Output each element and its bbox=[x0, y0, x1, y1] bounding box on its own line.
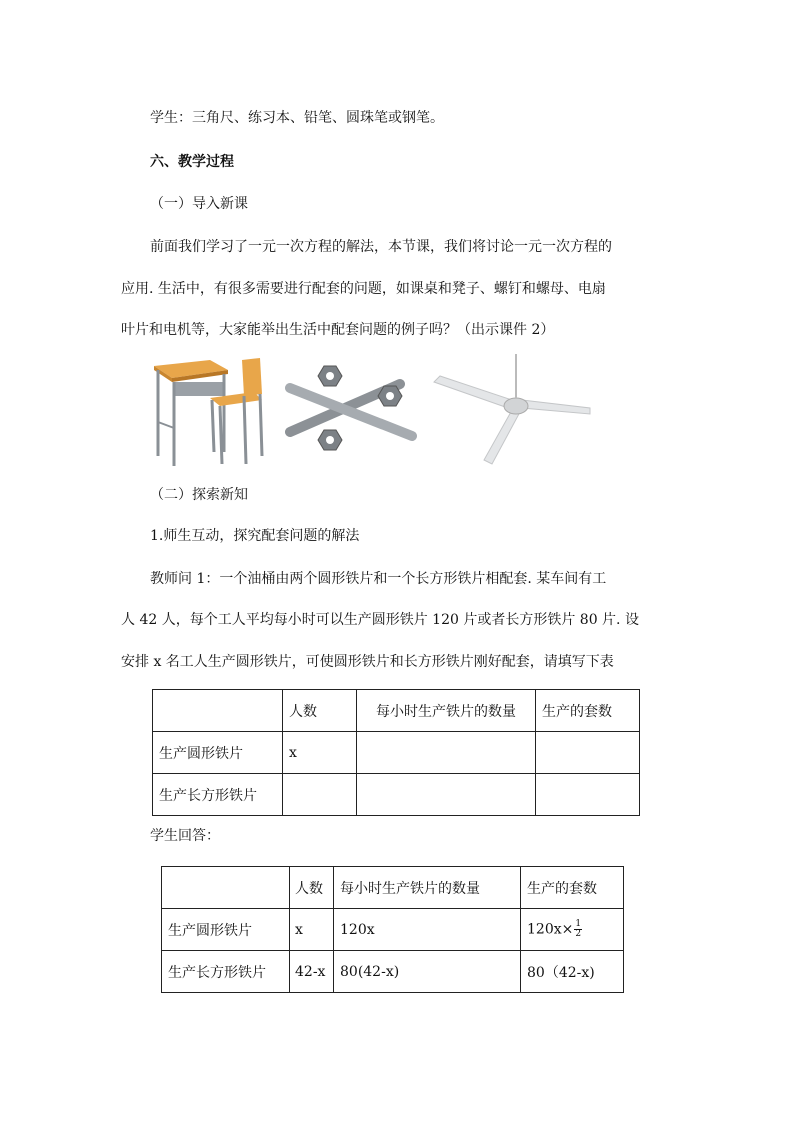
table-cell bbox=[283, 774, 357, 816]
ceiling-fan-image bbox=[434, 354, 590, 464]
paragraph-line: 叶片和电机等，大家能举出生活中配套问题的例子吗？（出示课件 2） bbox=[121, 322, 555, 338]
table-cell: 生产的套数 bbox=[521, 867, 624, 909]
table-cell: 生产长方形铁片 bbox=[162, 951, 290, 993]
table-cell: 生产圆形铁片 bbox=[153, 732, 283, 774]
desk-chair-image bbox=[154, 358, 262, 466]
subsection-explore: （二）探索新知 bbox=[150, 487, 248, 503]
table-cell-fraction bbox=[521, 909, 624, 951]
table-cell: 生产的套数 bbox=[536, 690, 640, 732]
table-cell: 每小时生产铁片的数量 bbox=[334, 867, 521, 909]
table-cell bbox=[162, 867, 290, 909]
table-cell: 80(42-x) bbox=[334, 951, 521, 993]
paragraph-line: 前面我们学习了一元一次方程的解法，本节课，我们将讨论一元一次方程的 bbox=[150, 239, 612, 255]
section-title-teaching-process: 六、教学过程 bbox=[150, 154, 234, 170]
table-cell: x bbox=[283, 732, 357, 774]
illustration-strip bbox=[150, 352, 610, 468]
table-cell: 每小时生产铁片的数量 bbox=[357, 690, 536, 732]
answer-table bbox=[161, 866, 624, 993]
subsection-intro: （一）导入新课 bbox=[150, 196, 248, 212]
table-cell bbox=[357, 732, 536, 774]
bolts-nuts-image bbox=[290, 366, 412, 450]
table-cell: 人数 bbox=[290, 867, 334, 909]
paragraph-line: 应用. 生活中，有很多需要进行配套的问题，如课桌和凳子、螺钉和螺母、电扇 bbox=[121, 281, 606, 297]
table-cell: 生产圆形铁片 bbox=[162, 909, 290, 951]
cell-text: 120x× bbox=[527, 921, 574, 938]
table-cell: 人数 bbox=[283, 690, 357, 732]
table-cell: x bbox=[290, 909, 334, 951]
table-cell bbox=[153, 690, 283, 732]
table-cell bbox=[536, 774, 640, 816]
question-line: 人 42 人，每个工人平均每小时可以生产圆形铁片 120 片或者长方形铁片 80 片. 设 bbox=[121, 612, 639, 628]
table-cell: 80（42-x) bbox=[521, 951, 624, 993]
table-cell: 生产长方形铁片 bbox=[153, 774, 283, 816]
fraction-numerator: 1 bbox=[575, 919, 582, 929]
fraction bbox=[574, 920, 582, 939]
table-cell bbox=[357, 774, 536, 816]
blank-table bbox=[152, 689, 640, 816]
student-answer-label: 学生回答： bbox=[150, 828, 220, 844]
item-heading: 1.师生互动，探究配套问题的解法 bbox=[150, 528, 360, 544]
students-materials: 学生：三角尺、练习本、铅笔、圆珠笔或钢笔。 bbox=[150, 110, 444, 126]
table-cell: 42-x bbox=[290, 951, 334, 993]
table-cell: 120x bbox=[334, 909, 521, 951]
question-line: 教师问 1：一个油桶由两个圆形铁片和一个长方形铁片相配套. 某车间有工 bbox=[150, 571, 607, 587]
question-line: 安排 x 名工人生产圆形铁片，可使圆形铁片和长方形铁片刚好配套，请填写下表 bbox=[121, 654, 614, 670]
table-cell bbox=[536, 732, 640, 774]
fraction-denominator: 2 bbox=[575, 929, 582, 939]
